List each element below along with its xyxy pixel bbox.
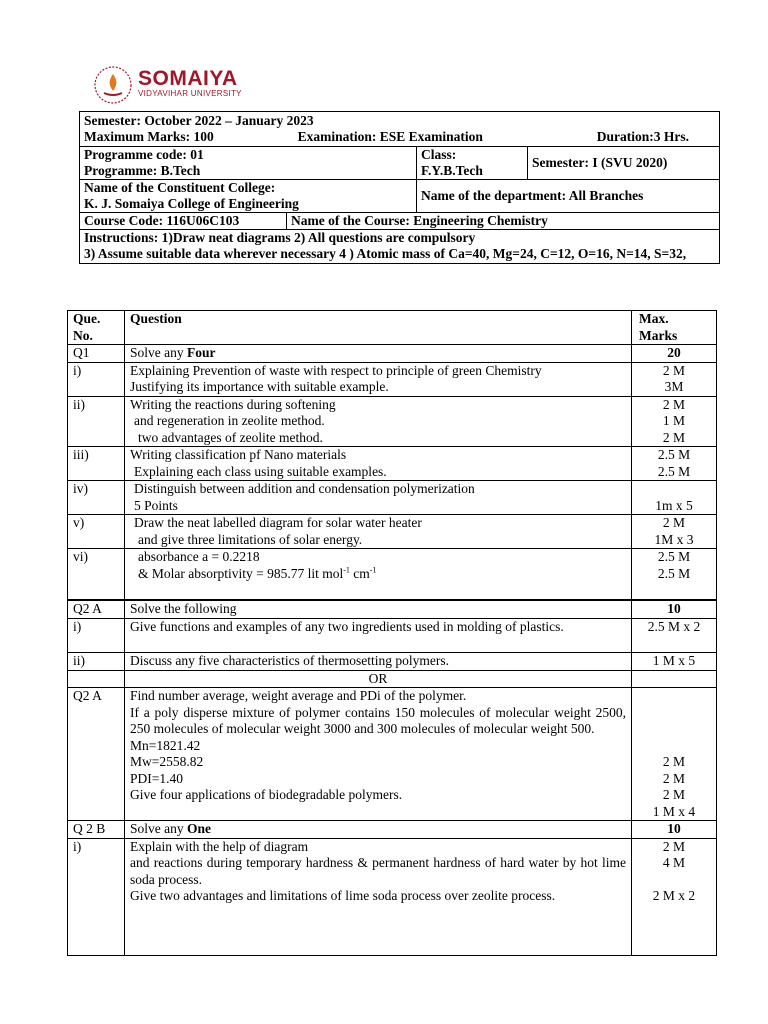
header-row-course — [80, 213, 720, 230]
header-row-college — [80, 180, 720, 213]
q-text: Solve any — [130, 821, 187, 836]
col-no-1: Que. — [73, 311, 101, 326]
logo-name: SOMAIYA — [138, 67, 238, 90]
q-line: Mw=2558.82 — [130, 754, 204, 769]
programme-code: Programme code: 01 — [84, 147, 204, 162]
q-line: Explaining Prevention of waste with respect to principle of green Chemistry — [130, 362, 542, 378]
college-value: K. J. Somaiya College of Engineering — [84, 196, 299, 211]
q-line: Give two advantages and limitations of lime soda process over zeolite process. — [130, 888, 556, 903]
table-row-q2a-ii — [68, 653, 717, 671]
q-mark: 1m x 5 — [655, 497, 693, 513]
table-row-q1-iii — [68, 447, 717, 481]
q-line: Explain with the help of diagram — [130, 838, 309, 854]
course-name: Name of the Course: Engineering Chemistry — [291, 213, 548, 228]
class-value: F.Y.B.Tech — [421, 163, 483, 178]
table-row-q1 — [68, 345, 717, 363]
semester: Semester: I (SVU 2020) — [532, 155, 668, 170]
examination: Examination: ESE Examination — [297, 129, 483, 144]
college-label: Name of the Constituent College: — [84, 180, 276, 195]
department: Name of the department: All Branches — [421, 188, 644, 203]
q-no: v) — [68, 515, 125, 549]
q-mark: 2.5 M — [657, 565, 691, 581]
q-line: and regeneration in zeolite method. — [134, 413, 325, 428]
q-text: Solve the following — [125, 600, 632, 618]
q-marks: 2.5 M x 2 — [632, 618, 717, 653]
q-marks: 20 — [632, 345, 717, 363]
col-no-2: No. — [73, 327, 93, 343]
q-line: and reactions during temporary hardness & permanent hardness of hard water by hot lime soda process. — [130, 855, 626, 887]
instructions-line-1: Instructions: 1)Draw neat diagrams 2) All questions are compulsory — [84, 230, 476, 245]
col-marks-1: Max. — [639, 311, 669, 326]
table-row-q1-vi — [68, 549, 717, 601]
q-text: Discuss any five characteristics of thermosetting polymers. — [125, 653, 632, 671]
max-marks: Maximum Marks: 100 — [84, 129, 214, 144]
q-mark: 2.5 M — [657, 447, 691, 462]
q-text: Solve any — [130, 345, 187, 360]
q-mark: 2 M — [662, 770, 686, 786]
instructions-line-2: 3) Assume suitable data wherever necessary 4 ) Atomic mass of Ca=40, Mg=24, C=12, O=16, N=14, S=32, — [84, 246, 687, 261]
q-line: Justifying its importance with suitable example. — [130, 379, 389, 394]
q-mark: 3M — [664, 379, 684, 394]
q-mark: 2.5 M — [657, 549, 691, 564]
q-no: Q2 A — [68, 600, 125, 618]
exam-header-table — [79, 111, 720, 264]
q-mark: 2 M — [662, 838, 686, 854]
semester-line: Semester: October 2022 – January 2023 — [84, 113, 314, 128]
logo-subtitle: VIDYAVIHAR UNIVERSITY — [138, 89, 242, 98]
q-mark: 2 M — [662, 396, 686, 412]
q-line: Writing classification pf Nano materials — [130, 447, 347, 462]
q-text-bold: One — [187, 821, 212, 836]
header-row-semester — [80, 112, 720, 147]
q-marks: 10 — [632, 600, 717, 618]
q-mark: 4 M — [662, 855, 686, 870]
course-code: Course Code: 116U06C103 — [84, 213, 240, 228]
table-header-row — [68, 311, 717, 345]
q-mark: 1 M x 4 — [652, 803, 696, 819]
q-line: two advantages of zeolite method. — [138, 429, 323, 445]
q-marks: 1 M x 5 — [632, 653, 717, 671]
q-mark: 2 M — [662, 754, 686, 769]
q-mark: 2 M — [662, 787, 686, 802]
q-no: i) — [68, 838, 125, 955]
q-line: Draw the neat labelled diagram for solar water heater — [134, 515, 422, 530]
q-line: Mn=1821.42 — [130, 737, 201, 753]
questions-table — [67, 310, 717, 956]
table-row-q1-ii — [68, 396, 717, 447]
q-mark: 2.5 M — [657, 463, 691, 479]
header-row-instructions — [80, 230, 720, 264]
q-mark: 2 M — [662, 515, 686, 530]
q-mark: 1 M — [662, 413, 686, 428]
col-question: Question — [130, 311, 182, 326]
q-text: Give functions and examples of any two ingredients used in molding of plastics. — [125, 618, 632, 653]
table-row-q2b — [68, 821, 717, 839]
q-line: PDI=1.40 — [130, 770, 183, 786]
q-marks: 10 — [632, 821, 717, 839]
q-line: Distinguish between addition and condensation polymerization — [134, 481, 475, 496]
q-line: Find number average, weight average and PDi of the polymer. — [130, 688, 467, 703]
q-line: If a poly disperse mixture of polymer contains 150 molecules of molecular weight 2500, 250 molecules of molecular weight 3000 and 300 molecules of molecular weight 500. — [130, 704, 626, 736]
q-line: 5 Points — [134, 497, 178, 513]
table-row-q2a-i — [68, 618, 717, 653]
table-row-q2b-i — [68, 838, 717, 955]
q-no: vi) — [68, 549, 125, 601]
header-row-programme — [80, 147, 720, 180]
duration: Duration:3 Hrs. — [596, 129, 690, 144]
q-mark: 1M x 3 — [654, 531, 694, 547]
q-no: iv) — [68, 481, 125, 515]
q-no: ii) — [68, 396, 125, 447]
class-label: Class: — [421, 147, 457, 162]
q-no: iii) — [68, 447, 125, 481]
or-separator: OR — [125, 670, 632, 688]
q-text-bold: Four — [187, 345, 216, 360]
q-line-absorptivity: & Molar absorptivity = 985.77 lit mol$^{-1}$ $cm^{-1}$ — [138, 565, 377, 581]
q-line: absorbance a = 0.2218 — [138, 549, 260, 564]
q-no: i) — [68, 362, 125, 396]
col-marks-2: Marks — [639, 327, 678, 343]
q-no: i) — [68, 618, 125, 653]
q-line: Give four applications of biodegradable polymers. — [130, 787, 403, 802]
table-row-q2a — [68, 600, 717, 618]
q-no: Q1 — [68, 345, 125, 363]
somaiya-emblem-icon — [92, 64, 134, 106]
table-row-q1-i — [68, 362, 717, 396]
programme: Programme: B.Tech — [84, 163, 201, 178]
q-mark: 2 M — [662, 362, 686, 378]
table-row-q1-iv — [68, 481, 717, 515]
table-row-q2a-alt — [68, 688, 717, 821]
q-no: Q 2 B — [68, 821, 125, 839]
q-mark: 2 M x 2 — [652, 888, 696, 903]
q-line: and give three limitations of solar energy. — [138, 531, 363, 547]
university-logo — [92, 64, 262, 108]
q-no: ii) — [68, 653, 125, 671]
q-no: Q2 A — [68, 688, 125, 821]
table-row-or — [68, 670, 717, 688]
q-line: Writing the reactions during softening — [130, 396, 336, 412]
table-row-q1-v — [68, 515, 717, 549]
q-line: Explaining each class using suitable examples. — [134, 463, 387, 479]
q-mark: 2 M — [662, 429, 686, 445]
